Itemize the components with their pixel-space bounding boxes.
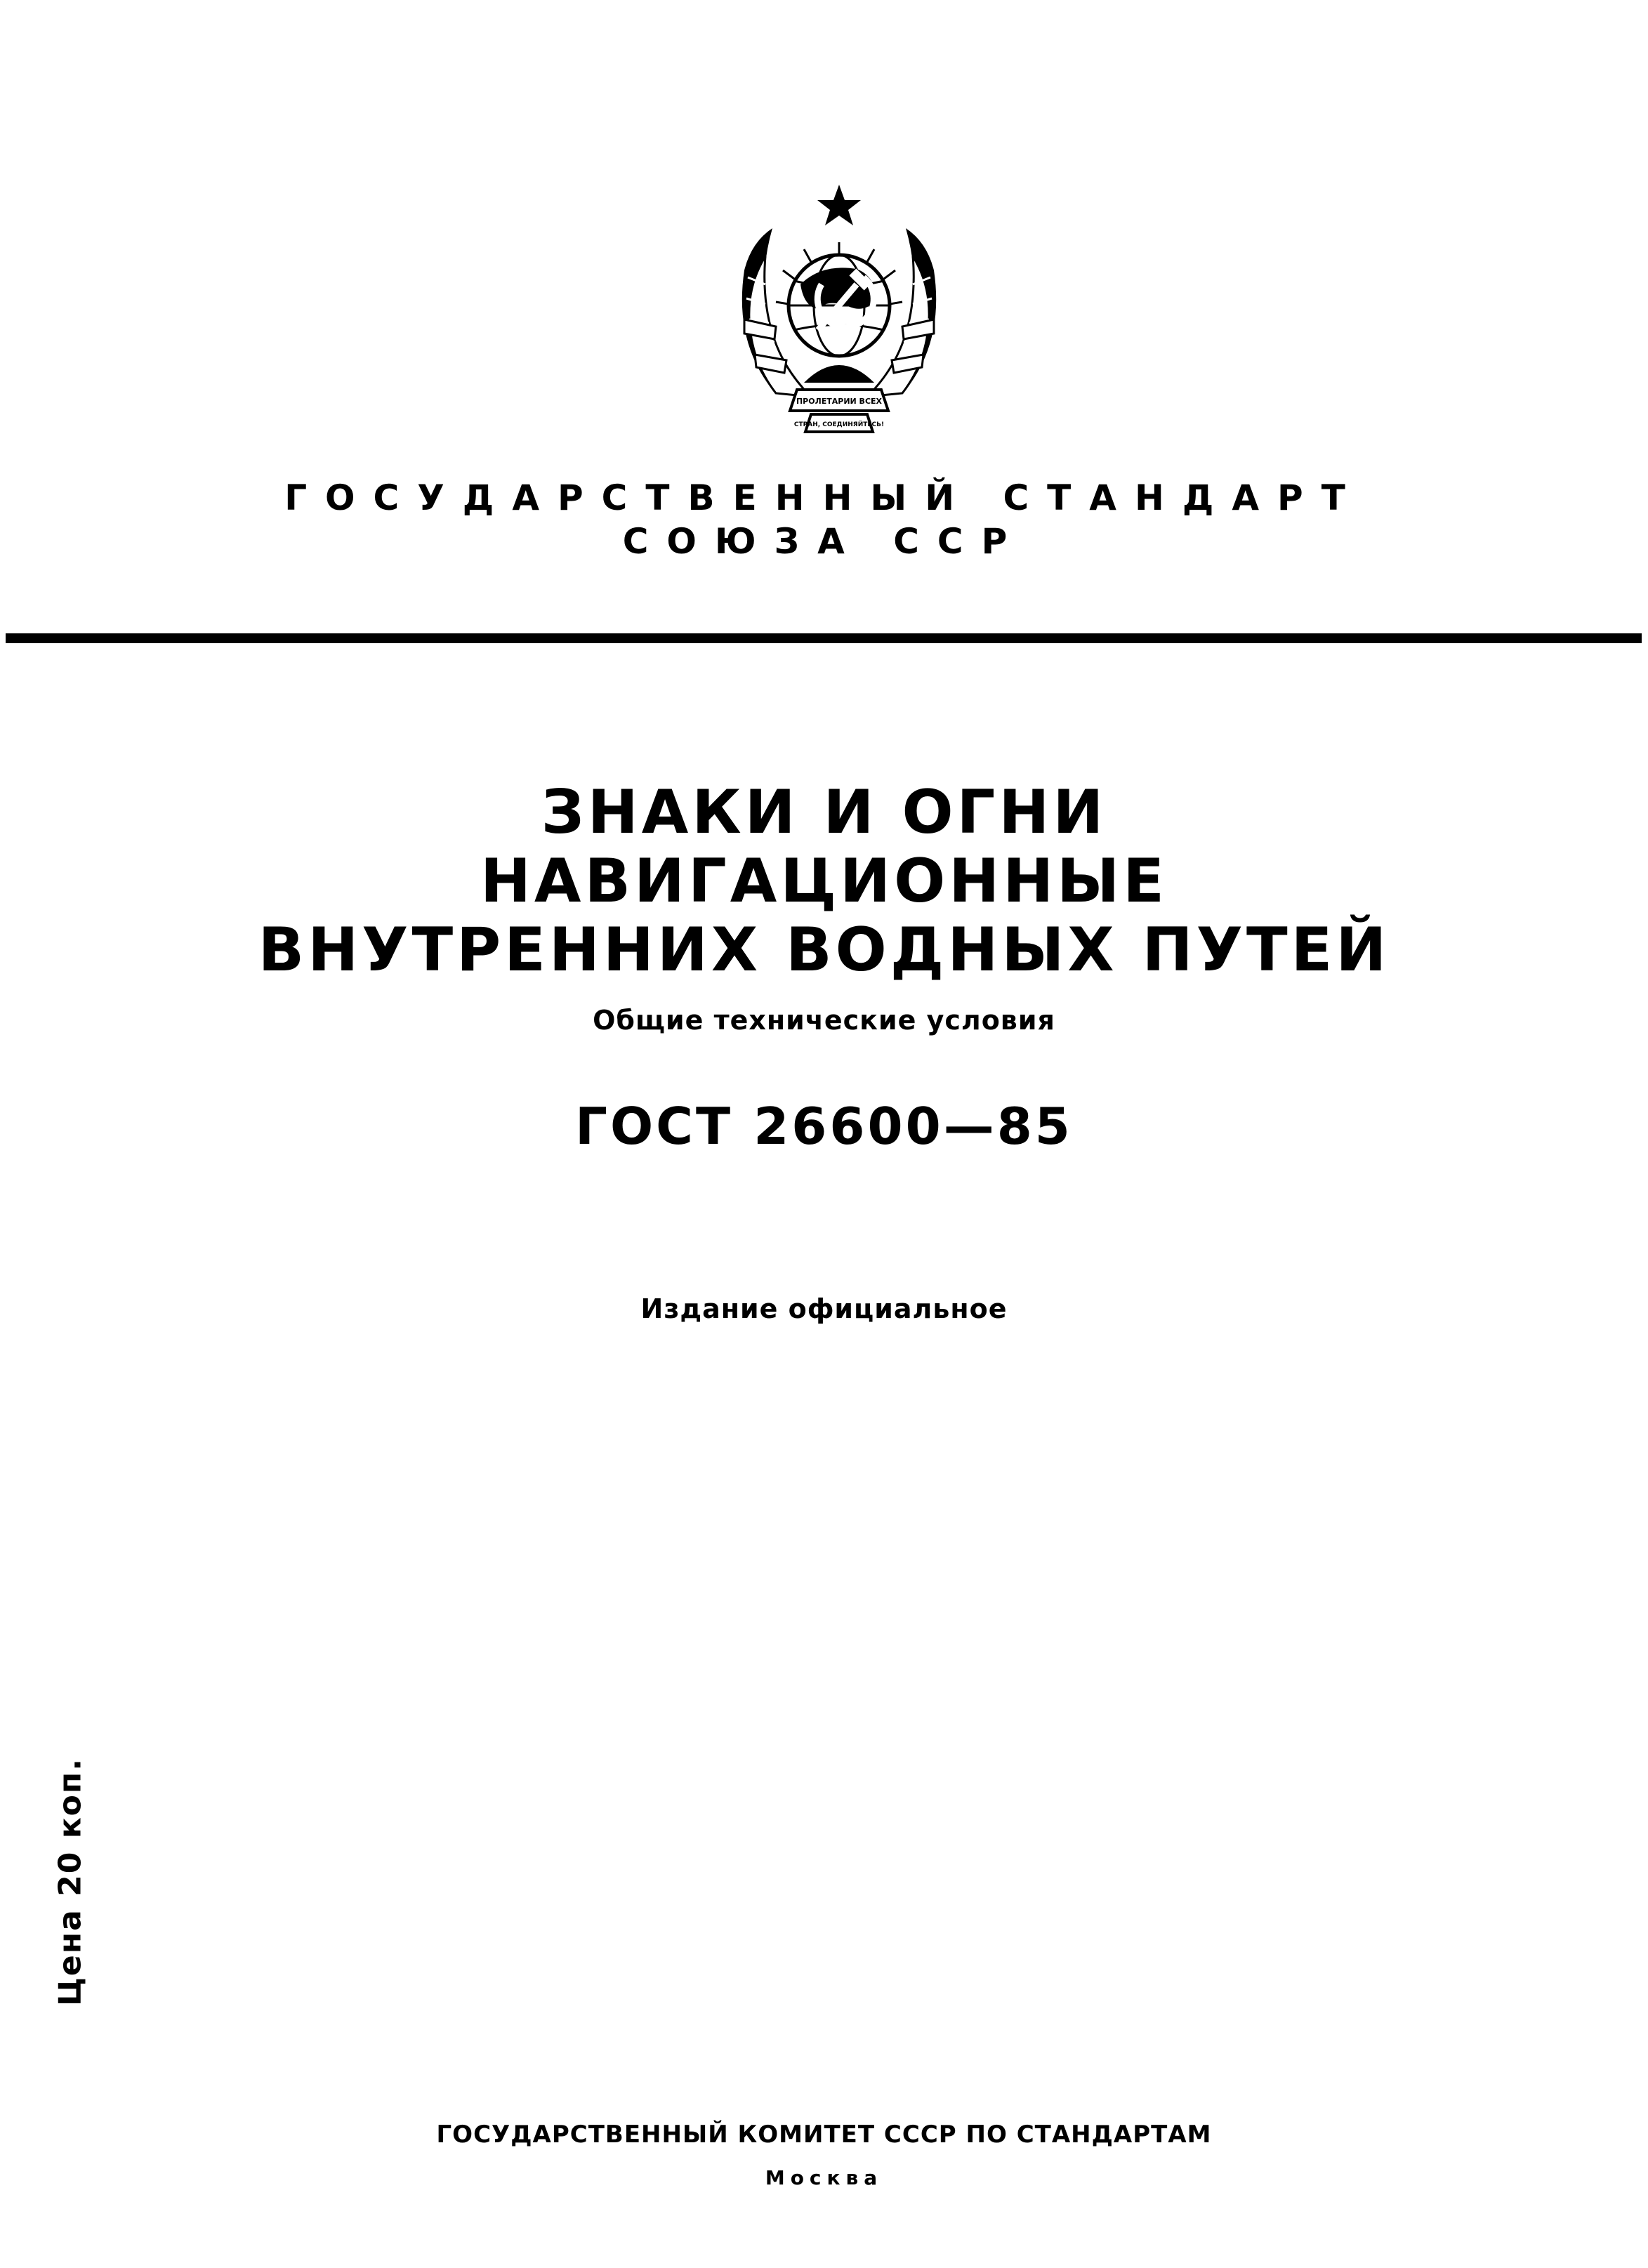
document-title-line-1: ЗНАКИ И ОГНИ (541, 777, 1107, 848)
publisher-name: ГОСУДАРСТВЕННЫЙ КОМИТЕТ СССР ПО СТАНДАРТАМ (436, 2121, 1212, 2149)
svg-text:СТРАН, СОЕДИНЯЙТЕСЬ!: СТРАН, СОЕДИНЯЙТЕСЬ! (793, 421, 885, 428)
header-title-line-2: СОЮЗА ССР (622, 521, 1026, 562)
ussr-coat-of-arms-icon (706, 179, 973, 446)
header-title-line-1: ГОСУДАРСТВЕННЫЙ СТАНДАРТ (284, 477, 1364, 518)
document-title-line-2: НАВИГАЦИОННЫЕ (480, 846, 1168, 916)
gost-number: ГОСТ 26600—85 (575, 1097, 1073, 1156)
horizontal-divider (6, 633, 1642, 643)
price-label: Цена 20 коп. (52, 1758, 88, 2006)
document-title-line-3: ВНУТРЕННИХ ВОДНЫХ ПУТЕЙ (258, 915, 1390, 985)
document-subtitle: Общие технические условия (593, 1005, 1055, 1036)
svg-text:ПРОЛЕТАРИИ ВСЕХ: ПРОЛЕТАРИИ ВСЕХ (796, 397, 883, 406)
edition-note: Издание официальное (640, 1293, 1008, 1324)
publisher-city: Москва (765, 2166, 883, 2189)
